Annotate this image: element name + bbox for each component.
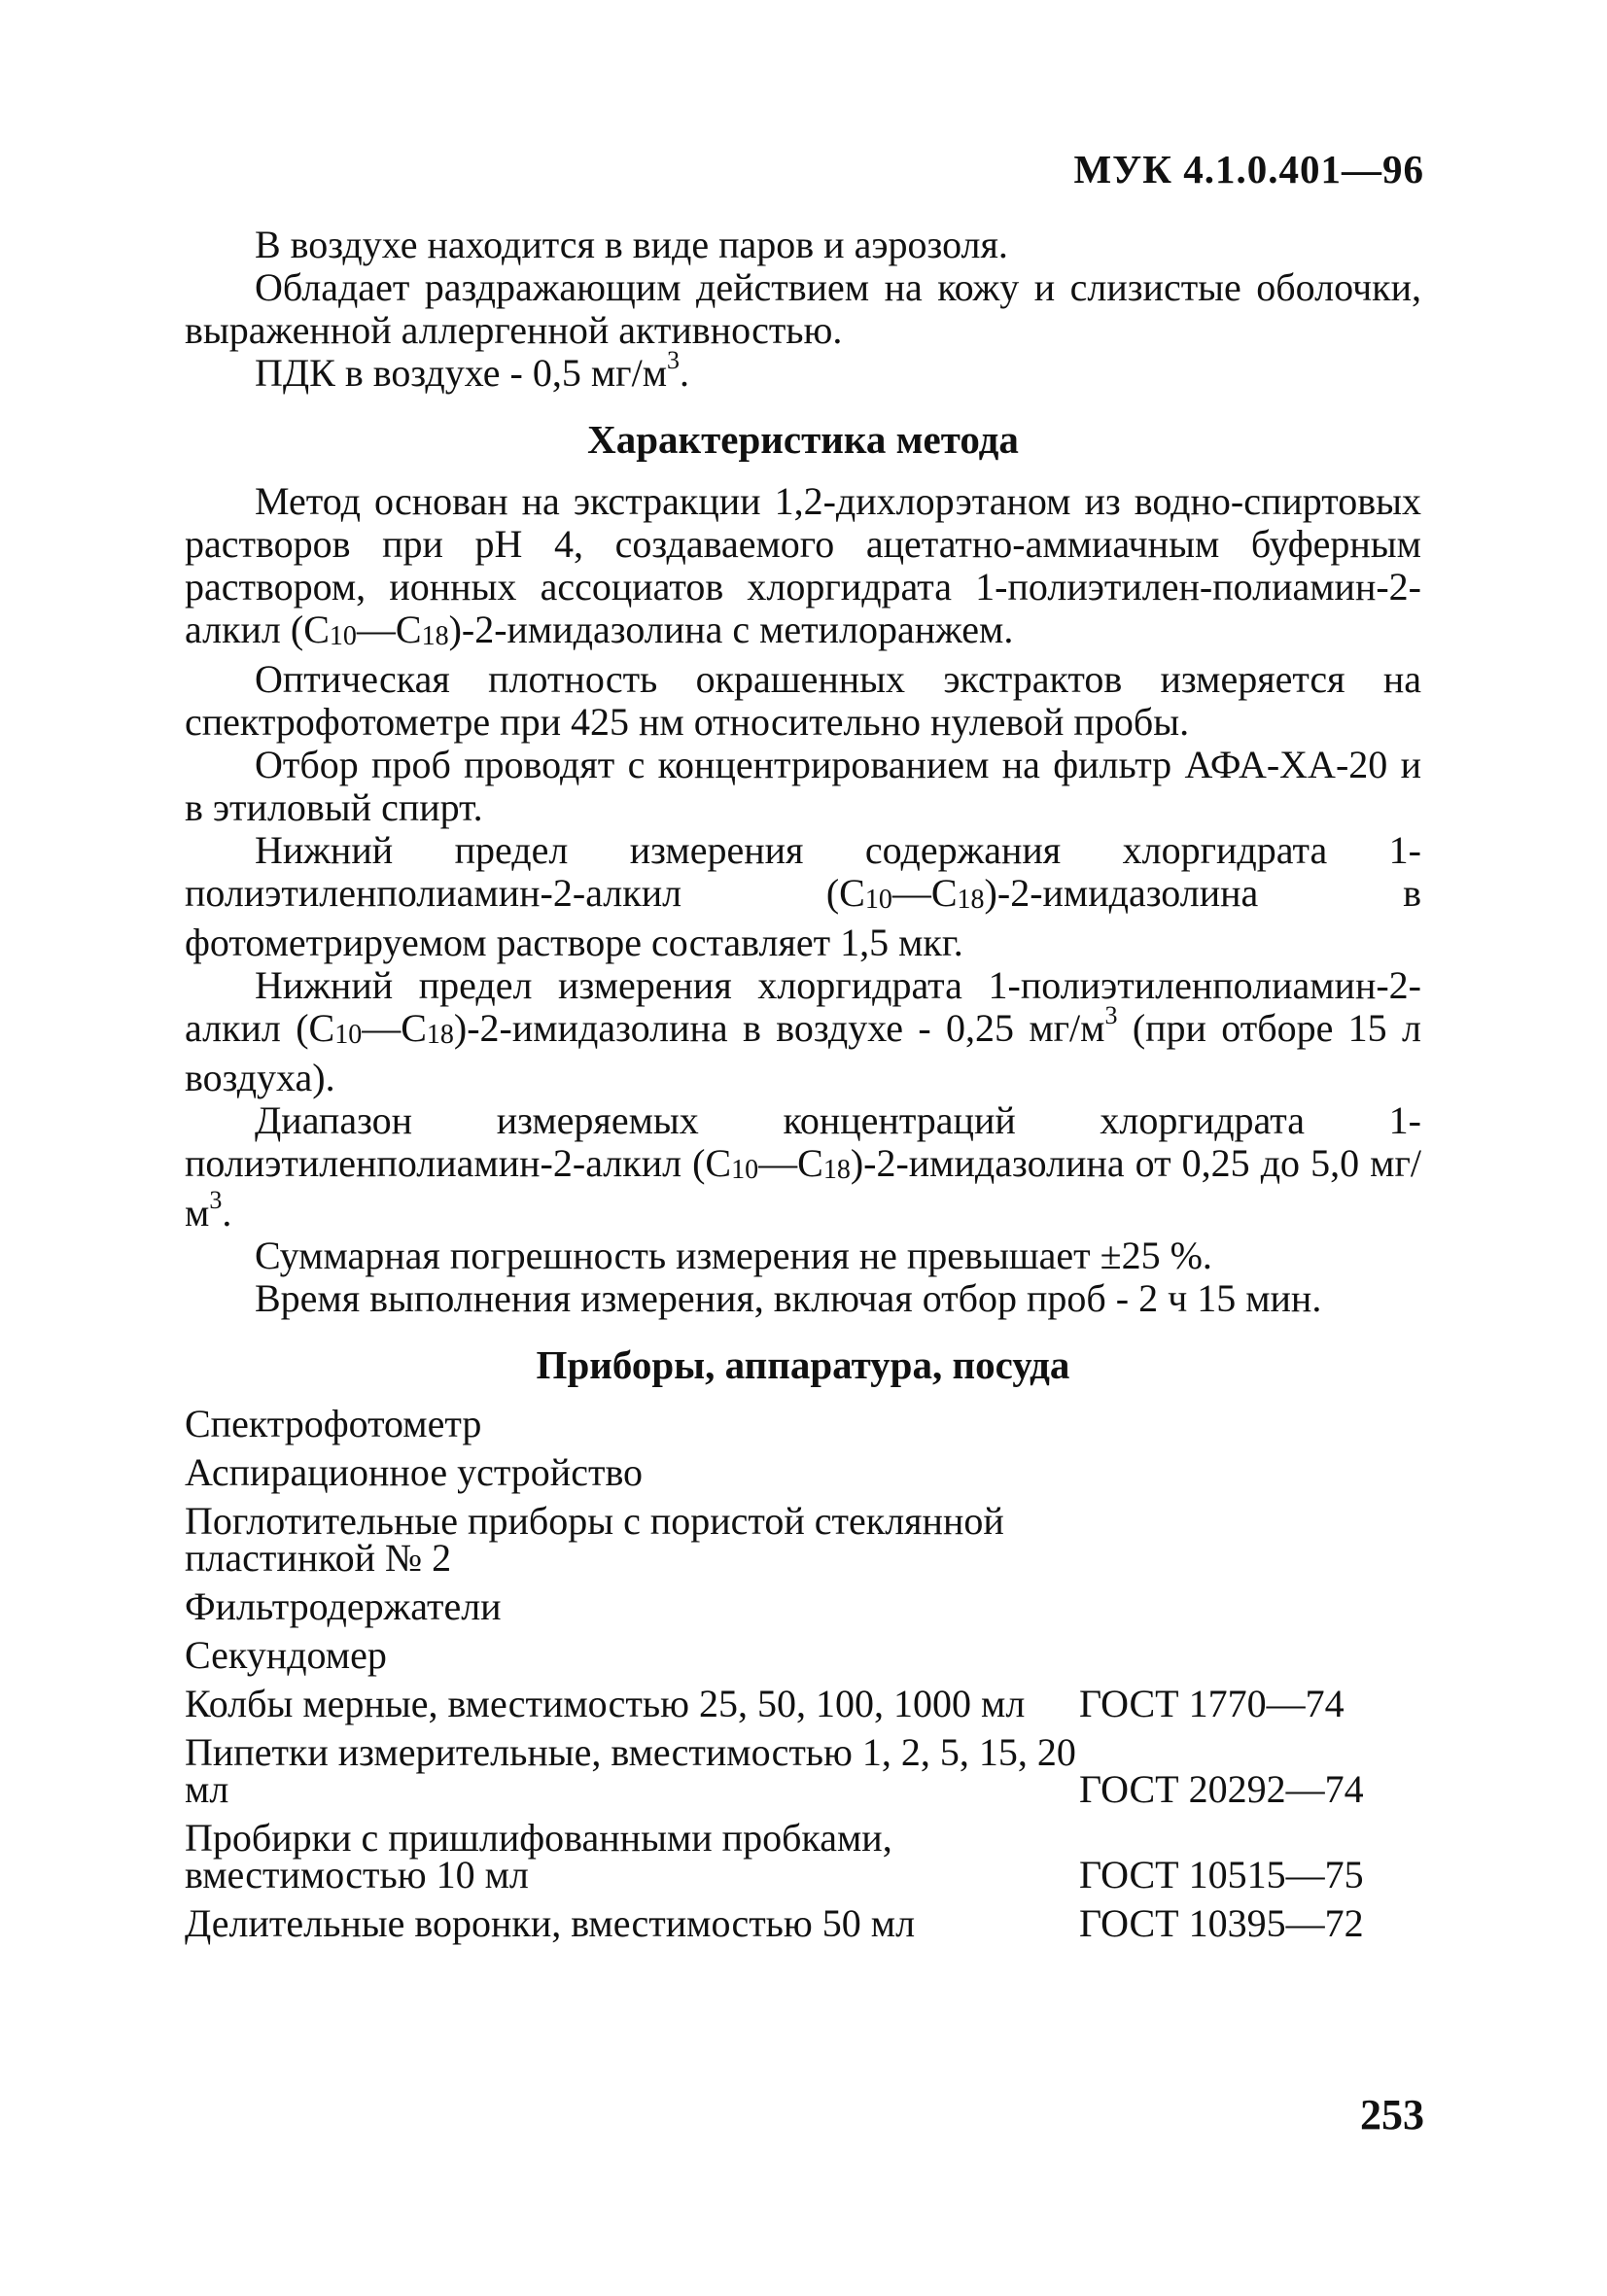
page-number: 253 [1360,2091,1424,2139]
method-p5-c: )-2-имидазолина в воздухе - 0,25 мг/м [453,1006,1105,1050]
method-p4-sub2: 18 [957,885,985,915]
equipment-item [185,1816,1421,1896]
equipment-standard: ГОСТ 20292—74 [1079,1767,1364,1811]
equipment-item [185,1402,1421,1445]
method-p6-sup: 3 [209,1186,223,1214]
equipment-name: Фильтродержатели [185,1584,502,1628]
method-p1-sub1: 10 [329,621,357,651]
method-p5-sup: 3 [1104,1001,1118,1029]
pdk-superscript: 3 [667,346,681,374]
method-p1-sub2: 18 [421,621,449,651]
equipment-list [185,1402,1421,1945]
equipment-name: Аспирационное устройство [185,1450,644,1494]
equipment-section-title: Приборы, аппаратура, посуда [536,1342,1070,1387]
intro-paragraph-2: Обладает раздражающим действием на кожу и слизистые оболочки, выраженной аллергенной активностью. [185,265,1421,352]
pdk-text: ПДК в воздухе - 0,5 мг/м [255,351,668,395]
equipment-standard: ГОСТ 1770—74 [1079,1682,1345,1725]
equipment-name: Делительные воронки, вместимостью 50 мл [185,1901,916,1945]
method-p1-b: —C [356,608,422,651]
method-p6-sub2: 18 [822,1155,851,1185]
equipment-item [185,1633,1421,1677]
method-paragraph-3: Отбор проб проводят с концентрированием на фильтр АФА-ХА-20 и в этиловый спирт. [185,743,1421,829]
method-p6-sub1: 10 [731,1155,759,1185]
method-p4-sub1: 10 [864,885,892,915]
method-p5-d: (при отборе 15 л воздуха). [185,1006,1421,1099]
method-p6-b: —C [758,1141,823,1185]
equipment-standard: ГОСТ 10515—75 [1079,1853,1364,1896]
intro-paragraph-3 [185,346,1421,395]
method-p5-sub2: 18 [426,1020,454,1050]
equipment-item [185,1682,1421,1725]
page-content [185,224,1421,1954]
method-p5-sub1: 10 [334,1020,363,1050]
method-paragraph-8: Время выполнения измерения, включая отбор проб - 2 ч 15 мин. [255,1276,1322,1320]
method-p5-b: —C [362,1006,427,1050]
method-paragraph-2: Оптическая плотность окрашенных экстрактов измеряется на спектрофотометре при 425 нм относительно нулевой пробы. [185,657,1421,744]
method-p6-c: )-2-имидазолина от 0,25 до 5,0 мг/м [185,1141,1421,1235]
intro-paragraph-1: В воздухе находится в виде паров и аэрозоля. [255,223,1008,266]
method-p5-a: Нижний предел измерения хлоргидрата 1-полиэтиленполиамин-2-алкил (C [185,963,1421,1050]
equipment-name: Пробирки с пришлифованными пробками, вместимостью 10 мл [185,1816,892,1896]
method-paragraph-1 [185,480,1421,658]
method-p4-a: Нижний предел измерения содержания хлоргидрата 1-полиэтиленполиамин-2-алкил (C [185,828,1421,915]
method-paragraph-5 [185,964,1421,1099]
equipment-item [185,1499,1421,1580]
method-p1-c: )-2-имидазолина с метилоранжем. [448,608,1014,651]
equipment-name: Поглотительные приборы с пористой стеклянной пластинкой № 2 [185,1499,1004,1580]
pdk-end: . [680,351,690,395]
method-paragraph-6 [185,1099,1421,1235]
equipment-item [185,1450,1421,1494]
equipment-standard: ГОСТ 10395—72 [1079,1901,1364,1945]
method-p1-a: Метод основан на экстракции 1,2-дихлорэтаном из водно-спиртовых растворов при рН 4, создаваемого ацетатно-аммиачным буферным раствором, ионных ассоциатов хлоргидрата 1-полиэтилен-полиамин-2-алкил (C [185,479,1421,651]
method-p6-d: . [222,1191,232,1235]
equipment-item [185,1584,1421,1628]
equipment-name: Колбы мерные, вместимостью 25, 50, 100, 1000 мл [185,1682,1026,1725]
method-paragraph-7: Суммарная погрешность измерения не превышает ±25 %. [255,1234,1212,1277]
equipment-item [185,1901,1421,1945]
method-p4-c: )-2-имидазолина в фотометрируемом растворе составляет 1,5 мкг. [185,871,1421,964]
equipment-name: Спектрофотометр [185,1402,482,1445]
method-paragraph-4 [185,829,1421,964]
method-p6-a: Диапазон измеряемых концентраций хлоргидрата 1-полиэтиленполиамин-2-алкил (C [185,1098,1421,1185]
equipment-item [185,1730,1421,1811]
method-section-title: Характеристика метода [587,417,1019,462]
method-p4-b: —C [891,871,958,915]
equipment-name: Секундомер [185,1633,387,1677]
equipment-name: Пипетки измерительные, вместимостью 1, 2, 5, 15, 20 мл [185,1730,1076,1811]
document-code: МУК 4.1.0.401—96 [1073,147,1424,191]
